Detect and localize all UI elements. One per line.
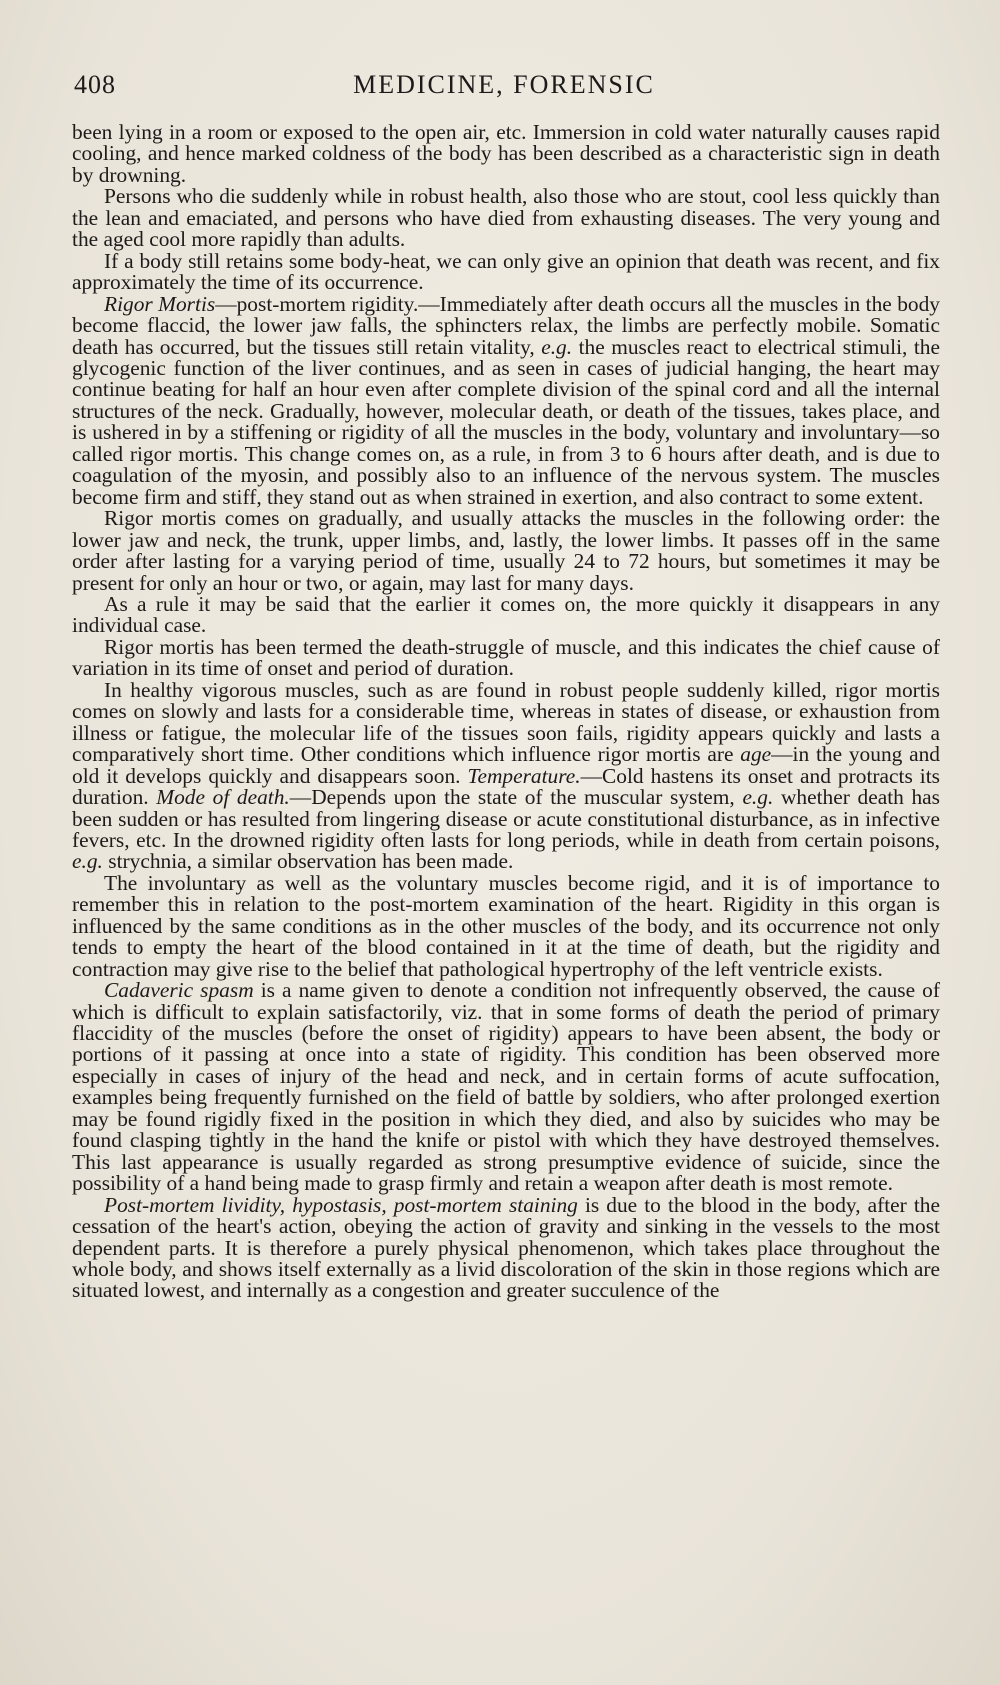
italic-text: Cadaveric spasm — [104, 978, 254, 1003]
paragraph — [72, 186, 940, 250]
text-run: —in the young and old it develops quickly and disappears soon. — [72, 742, 940, 788]
paragraph — [72, 870, 940, 981]
paragraph — [72, 591, 940, 638]
text-run: Rigor mortis has been termed the death-struggle of muscle, and this indicates the chief cause of variation in its time of onset and period of duration. — [72, 634, 940, 681]
italic-text: e.g. — [72, 849, 103, 874]
page-header — [74, 70, 934, 106]
paragraph — [72, 980, 940, 1195]
text-run: strychnia, a similar observation has been made. — [102, 849, 514, 874]
text-run: In healthy vigorous muscles, such as are found in robust people suddenly killed, rigor mortis comes on slowly and lasts for a considerable time, whereas in states of disease, or exhaustion from illness or fatigue, the molecular life of the tissues soon fails, rigidity appears quickly and lasts a comparatively short time. Other conditions which influence rigor mortis are — [72, 677, 940, 767]
text-run: —post-mortem rigidity.—Immediately after death occurs all the muscles in the body become flaccid, the lower jaw falls, the sphincters relax, the limbs are perfectly mobile. Somatic death has occurred, but the tissues still retain vitality, — [72, 291, 941, 359]
italic-text: Post-mortem lividity, hypostasis, post-mortem staining — [104, 1192, 578, 1217]
text-run: —Cold hastens its onset and protracts its duration. — [72, 763, 941, 810]
text-run: Rigor mortis comes on gradually, and usually attacks the muscles in the following order: the lower jaw and neck, the trunk, upper limbs, and, lastly, the lower limbs. It passes off in the same order after lasting for a varying period of time, usually 24 to 72 hours, but sometimes it may be present for only an hour or two, or again, may last for many days. — [72, 506, 940, 595]
text-run: is a name given to denote a condition not infrequently observed, the cause of which is difficult to explain satisfactorily, viz. that in some forms of death the period of primary flaccidity of the muscles (before the onset of rigidity) appears to have been absent, the body or portions of it passing at once into a state of rigidity. This condition has been observed more especially in cases of injury of the head and neck, and in certain forms of acute suffocation, examples being frequently furnished on the field of battle by soldiers, who after prolonged exertion may be found rigidly fixed in the position in which they died, and also by suicides who may be found clasping tightly in the hand the knife or pistol with which they have destroyed themselves. This last appearance is usually regarded as strong presumptive evidence of suicide, since the possibility of a hand being made to grasp firmly and retain a weapon after death is most remote. — [72, 978, 940, 1196]
paragraph — [72, 122, 940, 186]
paragraph — [72, 634, 940, 681]
text-run: —Depends upon the state of the muscular system, — [289, 785, 743, 810]
text-run: The involuntary as well as the voluntary muscles become rigid, and it is of importance to remember this in relation to the post-mortem examination of the heart. Rigidity in this organ is influenced by the same conditions as in the other muscles of the body, and its occurrence not only tends to empty the heart of the blood contained in it at the time of death, but the rigidity and contraction may give rise to the belief that pathological hypertrophy of the left ventricle exists. — [72, 870, 940, 981]
text-run: If a body still retains some body-heat, we can only give an opinion that death was recent, and fix approximately the time of its occurrence. — [72, 248, 940, 295]
paragraph — [72, 677, 941, 874]
paragraph — [72, 248, 940, 295]
paragraph — [72, 508, 940, 594]
paragraph — [72, 1192, 941, 1303]
italic-text: e.g. — [742, 785, 774, 810]
running-head: MEDICINE, FORENSIC — [353, 70, 655, 99]
italic-text: Temperature. — [467, 763, 581, 788]
text-run: been lying in a room or exposed to the open air, etc. Immersion in cold water naturally causes rapid cooling, and hence marked coldness of the body has been described as a characteristic sign in death by drowning. — [72, 120, 940, 187]
italic-text: e.g. — [541, 334, 573, 359]
text-run: Persons who die suddenly while in robust health, also those who are stout, cool less quickly than the lean and emaciated, and persons who have died from exhausting diseases. The very young and the aged cool more rapidly than adults. — [72, 184, 940, 252]
italic-text: Rigor Mortis — [104, 291, 216, 316]
text-run: As a rule it may be said that the earlier it comes on, the more quickly it disappears in any individual case. — [72, 591, 940, 638]
italic-text: age — [740, 742, 772, 767]
body-text — [72, 122, 940, 1302]
paragraph — [72, 291, 941, 509]
text-run: is due to the blood in the body, after the cessation of the heart's action, obeying the action of gravity and sinking in the vessels to the most dependent parts. It is therefore a purely physical phenomenon, which takes place throughout the whole body, and shows itself externally as a livid discoloration of the skin in those regions which are situated lowest, and internally as a congestion and greater succulence of the — [72, 1192, 941, 1303]
italic-text: Mode of death. — [156, 785, 290, 810]
page-number: 408 — [74, 70, 116, 99]
text-run: whether death has been sudden or has resulted from lingering disease or acute constitutional disturbance, as in infective fevers, etc. In the drowned rigidity often lasts for long periods, while in death from certain poisons, — [72, 785, 940, 852]
text-run: the muscles react to electrical stimuli, the glycogenic function of the liver continues, and as seen in cases of judicial hanging, the heart may continue beating for half an hour even after complete division of the spinal cord and all the internal structures of the neck. Gradually, however, molecular death, or death of the tissues, takes place, and is ushered in by a stiffening or rigidity of all the muscles in the body, voluntary and involuntary—so called rigor mortis. This change comes on, as a rule, in from 3 to 6 hours after death, and is due to coagulation of the myosin, and possibly also to an influence of the nervous system. The muscles become firm and stiff, they stand out as when strained in exertion, and also contract to some extent. — [72, 334, 940, 509]
